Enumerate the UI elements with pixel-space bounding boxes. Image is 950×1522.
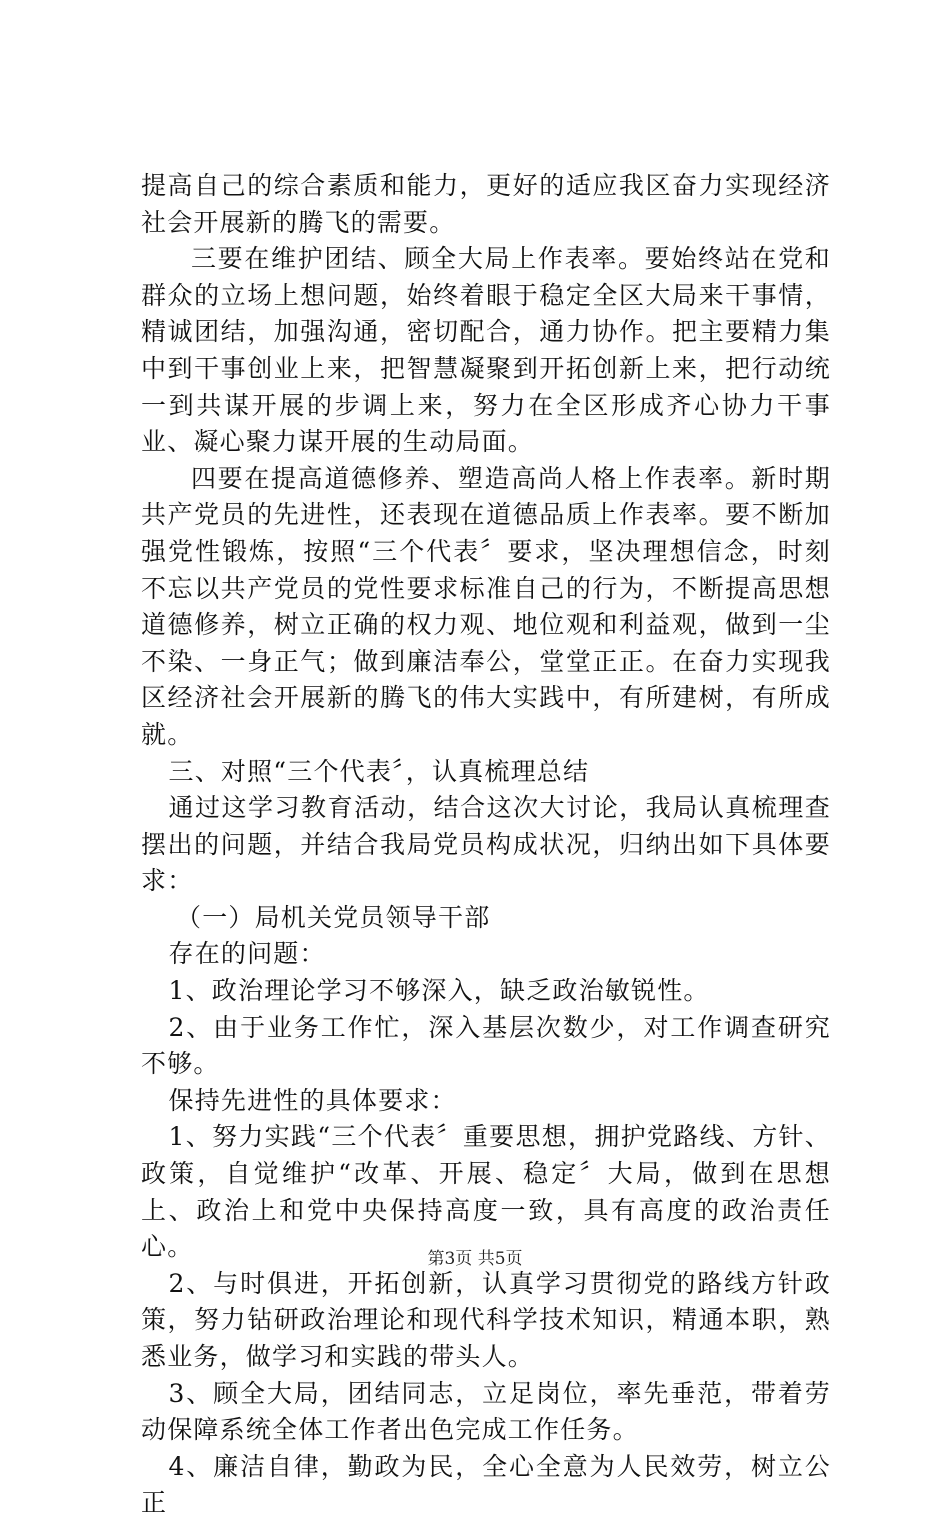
paragraph-summary: 通过这学习教育活动，结合这次大讨论，我局认真梳理查摆出的问题，并结合我局党员构成状况，归纳出如下具体要求： [141,793,831,896]
document-body [141,168,831,1522]
problem-item-1: 1、政治理论学习不够深入，缺乏政治敏锐性。 [168,976,710,1006]
label-specific-requirements: 保持先进性的具体要求： [168,1085,457,1115]
requirement-item-3: 3、顾全大局，团结同志，立足岗位，率先垂范，带着劳动保障系统全体工作者出色完成工作任务。 [141,1378,831,1445]
paragraph-point-four: 四要在提高道德修养、塑造高尚人格上作表率。新时期共产党员的先进性，还表现在道德品质上作表率。要不断加强党性锻炼，按照“三个代表〞要求，坚决理想信念，时刻不忘以共产党员的党性要求标准自己的行为，不断提高思想道德修养，树立正确的权力观、地位观和利益观，做到一尘不染、一身正气；做到廉洁奉公，堂堂正正。在奋力实现我区经济社会开展新的腾飞的伟大实践中，有所建树，有所成就。 [141,463,831,749]
requirement-item-1: 1、努力实践“三个代表〞重要思想，拥护党路线、方针、政策，自觉维护“改革、开展、稳定〞大局，做到在思想上、政治上和党中央保持高度一致，具有高度的政治责任心。 [141,1122,831,1262]
paragraph-point-three: 三要在维护团结、顾全大局上作表率。要始终站在党和群众的立场上想问题，始终着眼于稳定全区大局来干事情，精诚团结，加强沟通，密切配合，通力协作。把主要精力集中到干事创业上来，把智慧凝聚到开拓创新上来，把行动统一到共谋开展的步调上来，努力在全区形成齐心协力干事业、凝心聚力谋开展的生动局面。 [141,244,831,457]
requirement-item-2: 2、与时俱进，开拓创新，认真学习贯彻党的路线方针政策，努力钻研政治理论和现代科学技术知识，精通本职，熟悉业务，做学习和实践的带头人。 [141,1268,831,1371]
label-existing-problems: 存在的问题： [168,939,326,969]
subsection-heading-one: （一）局机关党员领导干部 [176,902,491,932]
problem-item-2: 2、由于业务工作忙，深入基层次数少，对工作调查研究不够。 [141,1012,831,1079]
requirement-item-4: 4、廉洁自律，勤政为民，全心全意为人民效劳，树立公正 [141,1451,831,1518]
section-heading-three: 三、对照“三个代表〞，认真梳理总结 [168,756,590,786]
page-footer: 第3页 共5页 [427,1249,523,1269]
paragraph-continuation: 提高自己的综合素质和能力，更好的适应我区奋力实现经济社会开展新的腾飞的需要。 [141,171,831,237]
